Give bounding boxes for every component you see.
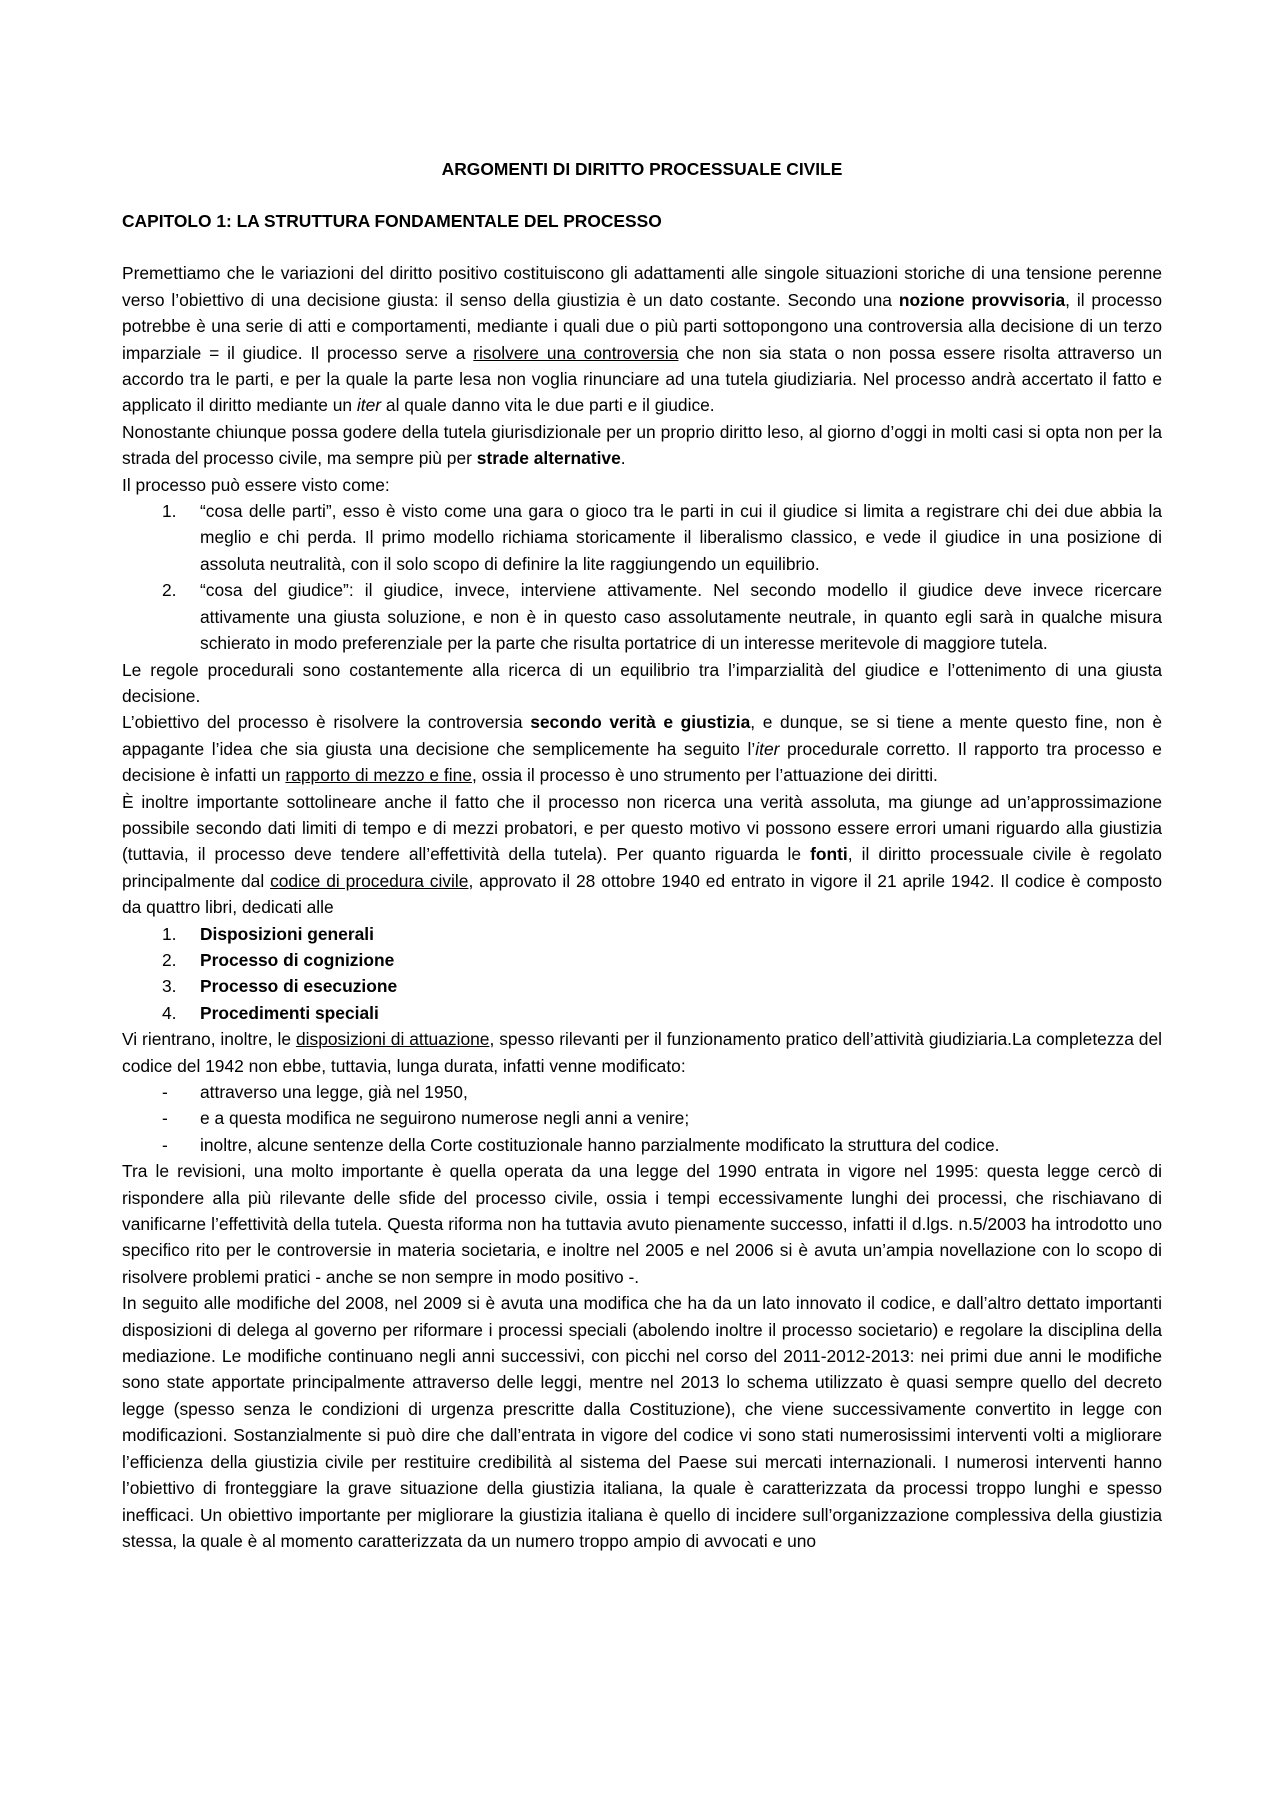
paragraph-text: al quale danno vita le due parti e il giudice. [381,395,715,416]
paragraph-text: . [620,448,626,469]
bold-term: nozione provvisoria [898,289,1066,310]
list-item-text: Procedimenti speciali [200,1002,379,1023]
list-number: 1. [162,501,177,522]
list-item-text: e a questa modifica ne seguirono numerose negli anni a venire; [200,1108,690,1129]
underlined-term: codice di procedura civile [270,870,469,891]
paragraph-text: , ossia il processo è uno strumento per l’attuazione dei diritti. [471,765,938,786]
list-number: 4. [162,1002,177,1023]
paragraph-text: , il diritto processuale civile è regolato principalmente dal [122,844,1162,891]
paragraph-text: Vi rientrano, inoltre, le [122,1029,296,1050]
paragraph-text: , il processo potrebbe è una serie di atti e comportamenti, mediante i quali due o più parti sottopongono una controversia alla decisione di un terzo imparziale = il giudice. Il processo serve a [122,289,1162,363]
paragraph-intro [122,260,1162,418]
list-number: 3. [162,976,177,997]
bold-term: secondo verità e giustizia [530,712,751,733]
list-item [122,498,1162,577]
underlined-term: disposizioni di attuazione [295,1029,490,1050]
chapter-heading: CAPITOLO 1: LA STRUTTURA FONDAMENTALE DEL PROCESSO [122,211,662,231]
paragraph-list-intro: Il processo può essere visto come: [122,474,390,495]
paragraph-revisions: Tra le revisioni, una molto importante è quella operata da una legge del 1990 entrata in vigore nel 1995: questa legge cercò di rispondere alla più rilevante delle sfide del processo civile, ossia i tempi eccessivamente lunghi dei processi, che rischiavano di vanificarne l’effettività della tutela. Questa riforma non ha tuttavia avuto pienamente successo, infatti il d.lgs. n.5/2003 ha introdotto uno specifico rito per le controversie in materia societaria, e inoltre nel 2005 e nel 2006 si è avuta un’ampia novellazione con lo scopo di risolvere problemi pratici - anche se non sempre in modo positivo -. [122,1161,1162,1287]
list-item-text: “cosa del giudice”: il giudice, invece, interviene attivamente. Nel secondo modello il giudice deve invece ricercare attivamente una giusta soluzione, e non è in questo caso assolutamente neutrale, in quanto egli sarà in qualche misura schierato in modo preferenziale per la parte che risulta portatrice di un interesse meritevole di maggiore tutela. [200,580,1162,654]
list-item [122,1105,1162,1131]
paragraph-text: È inoltre importante sottolineare anche il fatto che il processo non ricerca una verità assoluta, ma giunge ad un’approssimazione possibile secondo dati limiti di tempo e di mezzi probatori, e per questo motivo vi possono essere errori umani riguardo alla giustizia (tuttavia, il processo deve tendere all’effettività della tutela). Per quanto riguarda le [122,791,1162,865]
list-item-text: Processo di cognizione [200,949,395,970]
paragraph-text: che non sia stata o non possa essere risolta attraverso un accordo tra le parti, e per la quale la parte lesa non voglia rinunciare ad una tutela giudiziaria. Nel processo andrà accertato il fatto e applicato il diritto mediante un [122,342,1162,416]
list-number: 2. [162,949,177,970]
list-number: 1. [162,923,177,944]
paragraph-objective [122,709,1162,788]
paragraph-alternatives [122,419,1162,472]
paragraph-implementation [122,1026,1162,1079]
list-item [122,1000,1162,1026]
underlined-term: rapporto di mezzo e fine [285,765,472,786]
paragraph-modifications: In seguito alle modifiche del 2008, nel 2009 si è avuta una modifica che ha da un lato innovato il codice, e dall’altro dettato importanti disposizioni di delega al governo per riformare i processi speciali (abolendo inoltre il processo societario) e regolare la disciplina della mediazione. Le modifiche continuano negli anni successivi, con picchi nel corso del 2011-2012-2013: nei primi due anni le modifiche sono state apportate principalmente attraverso delle leggi, mentre nel 2013 lo schema utilizzato è quasi sempre quello del decreto legge (spesso senza le condizioni di urgenza prescritte dalla Costituzione), che viene successivamente convertito in legge con modificazioni. Sostanzialmente si può dire che dall’entrata in vigore del codice vi sono stati numerosissimi interventi volti a migliorare l’efficienza della giustizia civile per restituire credibilità al sistema del Paese sui mercati internazionali. I numerosi interventi hanno l’obiettivo di fronteggiare la grave situazione della giustizia italiana, la quale è caratterizzata da processi troppo lunghi e spesso inefficaci. Un obiettivo importante per migliorare la giustizia italiana è quello di incidere sull’organizzazione complessiva della giustizia stessa, la quale è al momento caratterizzata da un numero troppo ampio di avvocati e uno [122,1293,1162,1551]
paragraph-text: , spesso rilevanti per il funzionamento pratico dell’attività giudiziaria.La completezza del codice del 1942 non ebbe, tuttavia, lunga durata, infatti venne modificato: [122,1029,1162,1076]
numbered-list-books [122,921,1162,1027]
document-body [122,156,1162,1554]
paragraph-sources [122,789,1162,921]
italic-term: iter [356,395,382,416]
italic-term: iter [755,738,780,759]
paragraph-text: Nonostante chiunque possa godere della tutela giurisdizionale per un proprio diritto leso, al giorno d’oggi in molti casi si opta non per la strada del processo civile, ma sempre più per [122,421,1162,469]
list-item-text: inoltre, alcune sentenze della Corte costituzionale hanno parzialmente modificato la struttura del codice. [200,1134,1000,1155]
underlined-term: risolvere una controversia [473,342,679,363]
list-number: 2. [162,580,177,601]
paragraph-text: L’obiettivo del processo è risolvere la controversia [122,712,531,733]
bold-term: fonti [810,844,848,865]
document-title: ARGOMENTI DI DIRITTO PROCESSUALE CIVILE [441,159,843,179]
list-dash: - [162,1082,168,1102]
list-item-text: Disposizioni generali [200,923,374,944]
dash-list-modifications [122,1079,1162,1158]
paragraph-text: , e dunque, se si tiene a mente questo fine, non è appagante l’idea che sia giusta una decisione che semplicemente ha seguito l’ [122,712,1163,759]
list-dash: - [162,1134,168,1155]
list-item [122,577,1162,656]
list-item [122,1079,1162,1105]
list-item [122,973,1162,999]
bold-term: strade alternative [476,448,621,469]
paragraph-text: Premettiamo che le variazioni del diritto positivo costituiscono gli adattamenti alle singole situazioni storiche di una tensione perenne verso l’obiettivo di una decisione giusta: il senso della giustizia è un dato costante. Secondo una [122,263,1162,310]
list-dash: - [162,1108,168,1129]
numbered-list-models [122,498,1162,656]
list-item [122,921,1162,947]
list-item-text: Processo di esecuzione [200,976,398,997]
paragraph-text: procedurale corretto. Il rapporto tra processo e decisione è infatti un [122,738,1162,786]
list-item [122,1132,1162,1158]
paragraph-rules: Le regole procedurali sono costantemente alla ricerca di un equilibrio tra l’imparzialità del giudice e l’ottenimento di una giusta decisione. [122,659,1162,706]
list-item [122,947,1162,973]
list-item-text: attraverso una legge, già nel 1950, [200,1082,468,1102]
paragraph-text: , approvato il 28 ottobre 1940 ed entrato in vigore il 21 aprile 1942. Il codice è composto da quattro libri, dedicati alle [122,870,1162,918]
list-item-text: “cosa delle parti”, esso è visto come una gara o gioco tra le parti in cui il giudice si limita a registrare chi dei due abbia la meglio e chi perda. Il primo modello richiama storicamente il liberalismo classico, e vede il giudice in una posizione di assoluta neutralità, con il solo scopo di definire la lite raggiungendo un equilibrio. [200,501,1162,574]
